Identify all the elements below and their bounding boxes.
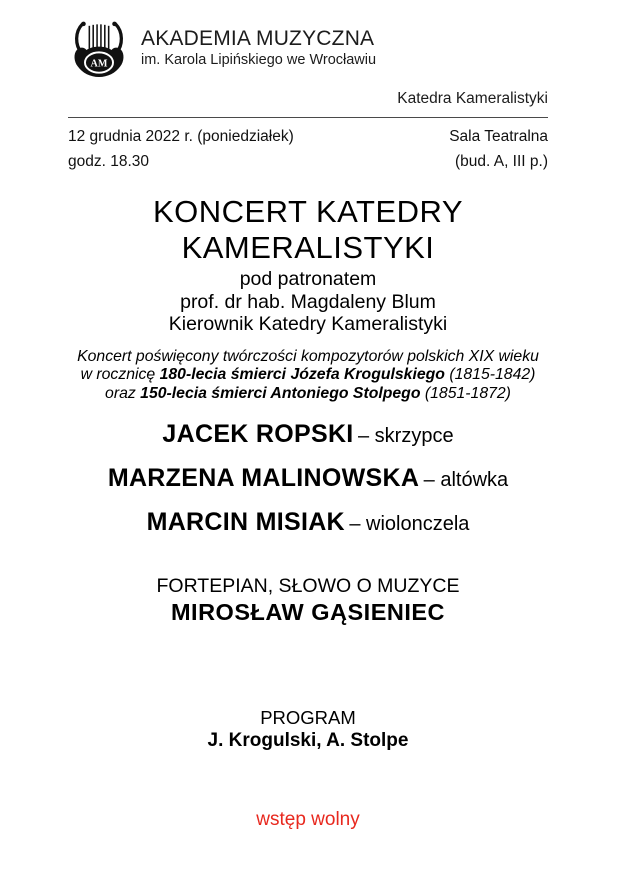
program-block <box>68 706 548 752</box>
academy-title-block <box>141 20 376 70</box>
description-line2-prefix: w rocznicę <box>80 366 160 383</box>
description-line3 <box>68 385 548 404</box>
concert-description <box>68 348 548 404</box>
performer-row <box>68 507 548 541</box>
description-line3-prefix: oraz <box>105 384 141 402</box>
concert-title-line1: KONCERT KATEDRY <box>152 194 464 229</box>
lyre-logo-icon <box>68 20 130 78</box>
event-date: 12 grudnia 2022 r. (poniedziałek) <box>68 128 294 145</box>
performers-list <box>68 419 548 541</box>
program-label: PROGRAM <box>260 707 356 728</box>
event-venue <box>449 124 548 174</box>
pianist-role: FORTEPIAN, SŁOWO O MUZYCE <box>156 575 460 597</box>
concert-title-line2: KAMERALISTYKI <box>181 230 435 265</box>
description-line3-bold: 150-lecia śmierci Antoniego Stolpego <box>140 384 421 402</box>
venue-detail: (bud. A, III p.) <box>454 153 548 170</box>
description-line2 <box>68 366 548 385</box>
event-info-row <box>68 124 548 174</box>
patronage-block <box>68 268 548 336</box>
pianist-name: MIROSŁAW GĄSIENIEC <box>170 599 446 625</box>
academy-subtitle: im. Karola Lipińskiego we Wrocławiu <box>141 52 377 68</box>
description-line2-suffix: (1815-1842) <box>444 366 536 383</box>
logo-monogram: AM <box>90 58 108 70</box>
patronage-intro: pod patronatem <box>239 268 377 290</box>
description-line3-suffix: (1851-1872) <box>420 384 511 402</box>
performer-row <box>68 419 548 453</box>
performer-name: MARCIN MISIAK <box>146 508 345 536</box>
header-divider <box>68 117 548 118</box>
performer-name: JACEK ROPSKI <box>162 420 354 448</box>
performer-instrument: – altówka <box>423 469 509 491</box>
event-time: godz. 18.30 <box>68 153 150 170</box>
pianist-block <box>68 575 548 626</box>
event-date-time <box>68 124 294 174</box>
academy-name: AKADEMIA MUZYCZNA <box>141 27 375 50</box>
concert-title <box>68 194 548 266</box>
description-line1: Koncert poświęcony twórczości kompozytorów polskich XIX wieku <box>77 347 539 365</box>
department-name: Katedra Kameralistyki <box>397 90 548 107</box>
performer-row <box>68 463 548 497</box>
performer-instrument: – skrzypce <box>358 425 454 447</box>
program-composers: J. Krogulski, A. Stolpe <box>207 730 409 751</box>
header <box>68 20 548 78</box>
performer-instrument: – wiolonczela <box>349 513 470 535</box>
description-line2-bold: 180-lecia śmierci Józefa Krogulskiego <box>159 366 445 383</box>
patron-name: prof. dr hab. Magdaleny Blum <box>180 290 436 313</box>
performer-name: MARZENA MALINOWSKA <box>107 464 420 492</box>
venue-name: Sala Teatralna <box>449 128 548 145</box>
admission-note: wstęp wolny <box>256 809 360 830</box>
patron-role: Kierownik Katedry Kameralistyki <box>168 313 448 335</box>
poster-body <box>68 194 548 831</box>
